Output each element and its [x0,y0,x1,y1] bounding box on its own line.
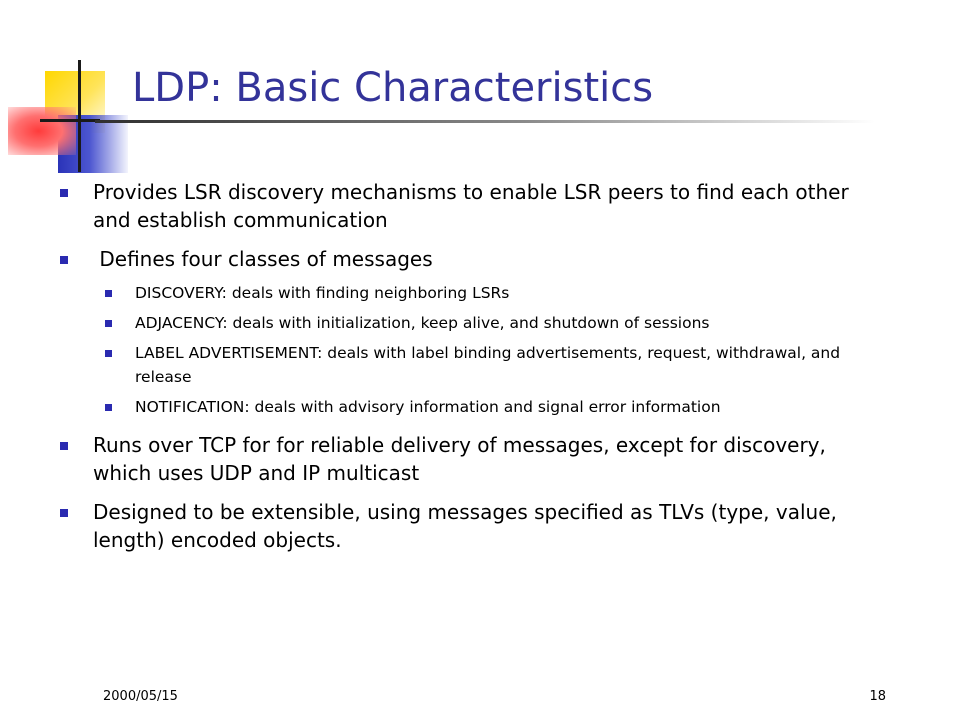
bullet-text: Designed to be extensible, using messages specified as TLVs (type, value, length) encoded objects. [93,500,837,552]
sub-bullet-text: ADJACENCY: deals with initialization, keep alive, and shutdown of sessions [135,314,710,332]
square-bullet-icon [105,320,112,327]
logo-vertical-line [78,60,81,172]
bullet-text: Provides LSR discovery mechanisms to enable LSR peers to find each other and establish communication [93,180,849,232]
footer-date: 2000/05/15 [103,689,178,704]
sub-bullet-list [58,281,858,419]
sub-bullet-item [103,341,858,389]
bullet-text: Defines four classes of messages [93,247,433,271]
title-underline [95,120,875,123]
bullet-item [58,245,858,273]
sub-bullet-item [103,281,858,305]
square-bullet-icon [105,290,112,297]
sub-bullet-item [103,395,858,419]
square-bullet-icon [60,256,68,264]
sub-bullet-text: DISCOVERY: deals with finding neighboring LSRs [135,284,510,302]
sub-bullet-text: LABEL ADVERTISEMENT: deals with label binding advertisements, request, withdrawal, and release [135,344,841,386]
bullet-item [58,431,858,487]
square-bullet-icon [105,350,112,357]
square-bullet-icon [105,404,112,411]
sub-bullet-text: NOTIFICATION: deals with advisory information and signal error information [135,398,721,416]
logo-horizontal-line [40,119,100,122]
bullet-item [58,178,858,234]
page-number: 18 [869,689,886,704]
sub-bullet-item [103,311,858,335]
bullet-item [58,498,858,554]
square-bullet-icon [60,189,68,197]
bullet-list [58,178,858,565]
slide-title: LDP: Basic Characteristics [132,65,654,111]
square-bullet-icon [60,442,68,450]
bullet-text: Runs over TCP for for reliable delivery of messages, except for discovery, which uses UDP and IP multicast [93,433,826,485]
logo-red-square [8,107,76,155]
decorative-logo [0,55,140,175]
square-bullet-icon [60,509,68,517]
